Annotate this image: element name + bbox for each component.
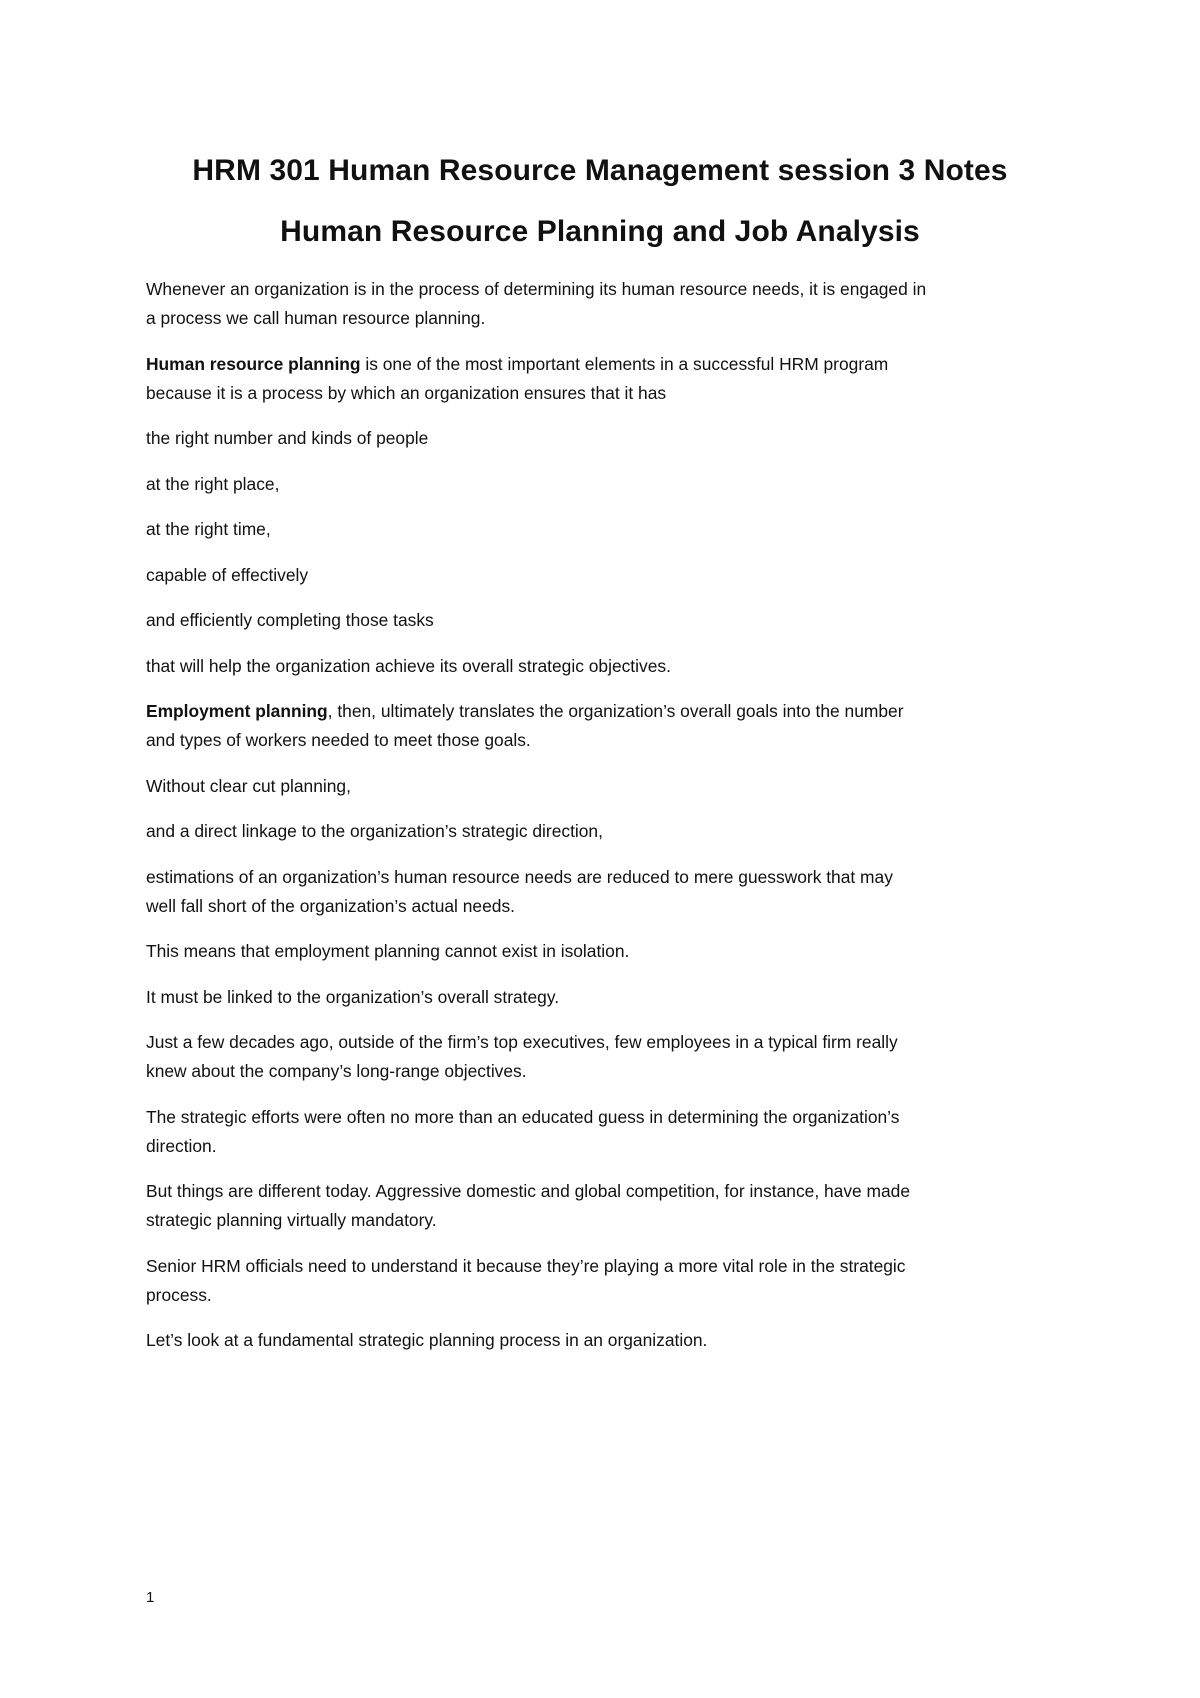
paragraph: [146, 350, 1066, 408]
line-text: estimations of an organization’s human resource needs are reduced to mere guesswork that may: [146, 866, 893, 887]
line-text: Just a few decades ago, outside of the firm’s top executives, few employees in a typical firm really: [146, 1032, 898, 1052]
paragraph-line: [146, 652, 1066, 681]
line-text: the right number and kinds of people: [146, 428, 429, 448]
document-body: [146, 275, 1066, 1372]
page-number: 1: [146, 1589, 155, 1606]
paragraph: [146, 1028, 1066, 1086]
paragraph-line: [146, 817, 1066, 846]
paragraph: [146, 817, 1066, 846]
line-text: at the right time,: [146, 519, 271, 539]
line-text: This means that employment planning cannot exist in isolation.: [146, 941, 630, 961]
line-text: Let’s look at a fundamental strategic planning process in an organization.: [146, 1330, 708, 1350]
document-subtitle: Human Resource Planning and Job Analysis: [280, 215, 920, 248]
paragraph: [146, 983, 1066, 1012]
line-text: , then, ultimately translates the organization’s overall goals into the number: [327, 701, 904, 721]
line-text: and types of workers needed to meet those goals.: [146, 730, 531, 750]
paragraph-line: [146, 561, 1066, 590]
paragraph-line: [146, 697, 1066, 726]
paragraph: [146, 697, 1066, 755]
line-text: knew about the company’s long-range objectives.: [146, 1061, 527, 1081]
paragraph: [146, 606, 1066, 635]
paragraph-line: [146, 1206, 1066, 1235]
line-text: It must be linked to the organization’s overall strategy.: [146, 986, 560, 1007]
line-text: direction.: [146, 1135, 217, 1156]
paragraph-line: [146, 1177, 1066, 1206]
paragraph-line: [146, 1103, 1066, 1132]
line-text: and a direct linkage to the organization’s strategic direction,: [146, 821, 603, 841]
line-text: that will help the organization achieve its overall strategic objectives.: [146, 655, 671, 676]
paragraph: [146, 1252, 1066, 1310]
line-text: Without clear cut planning,: [146, 775, 351, 796]
line-text: at the right place,: [146, 473, 280, 494]
line-text: Whenever an organization is in the process of determining its human resource needs, it is engaged in: [146, 279, 927, 299]
paragraph-line: [146, 726, 1066, 755]
paragraph: [146, 275, 1066, 333]
line-text: because it is a process by which an organization ensures that it has: [146, 382, 667, 403]
paragraph: [146, 1177, 1066, 1235]
paragraph-line: [146, 470, 1066, 499]
paragraph-line: [146, 379, 1066, 408]
paragraph-line: [146, 772, 1066, 801]
paragraph-line: [146, 1252, 1066, 1281]
paragraph-line: [146, 424, 1066, 453]
line-text: process.: [146, 1284, 212, 1305]
paragraph: [146, 863, 1066, 921]
line-text: The strategic efforts were often no more than an educated guess in determining the organization’s: [146, 1106, 900, 1127]
line-text: capable of effectively: [146, 564, 309, 585]
paragraph-line: [146, 1057, 1066, 1086]
paragraph: [146, 470, 1066, 499]
paragraph: [146, 561, 1066, 590]
paragraph: [146, 1103, 1066, 1161]
paragraph: [146, 937, 1066, 966]
paragraph-line: [146, 863, 1066, 892]
paragraph-line: [146, 275, 1066, 304]
paragraph-line: [146, 937, 1066, 966]
paragraph: [146, 772, 1066, 801]
paragraph-line: [146, 1028, 1066, 1057]
line-text: Senior HRM officials need to understand it because they’re playing a more vital role in the strategic: [146, 1255, 906, 1276]
line-text: and efficiently completing those tasks: [146, 610, 434, 630]
paragraph: [146, 515, 1066, 544]
line-text: a process we call human resource planning.: [146, 308, 486, 328]
bold-term: Employment planning: [146, 701, 328, 721]
paragraph: [146, 424, 1066, 453]
paragraph-line: [146, 304, 1066, 333]
bold-term: Human resource planning: [146, 353, 361, 374]
paragraph-line: [146, 983, 1066, 1012]
line-text: well fall short of the organization’s actual needs.: [146, 895, 515, 916]
paragraph-line: [146, 1281, 1066, 1310]
paragraph-line: [146, 606, 1066, 635]
paragraph: [146, 652, 1066, 681]
paragraph-line: [146, 515, 1066, 544]
paragraph-line: [146, 1326, 1066, 1355]
document-title: HRM 301 Human Resource Management session 3 Notes: [192, 154, 1008, 187]
paragraph: [146, 1326, 1066, 1355]
paragraph-line: [146, 350, 1066, 379]
paragraph-line: [146, 1132, 1066, 1161]
line-text: strategic planning virtually mandatory.: [146, 1210, 437, 1230]
line-text: But things are different today. Aggressive domestic and global competition, for instance, have made: [146, 1181, 911, 1201]
paragraph-line: [146, 892, 1066, 921]
line-text: is one of the most important elements in a successful HRM program: [360, 353, 889, 374]
